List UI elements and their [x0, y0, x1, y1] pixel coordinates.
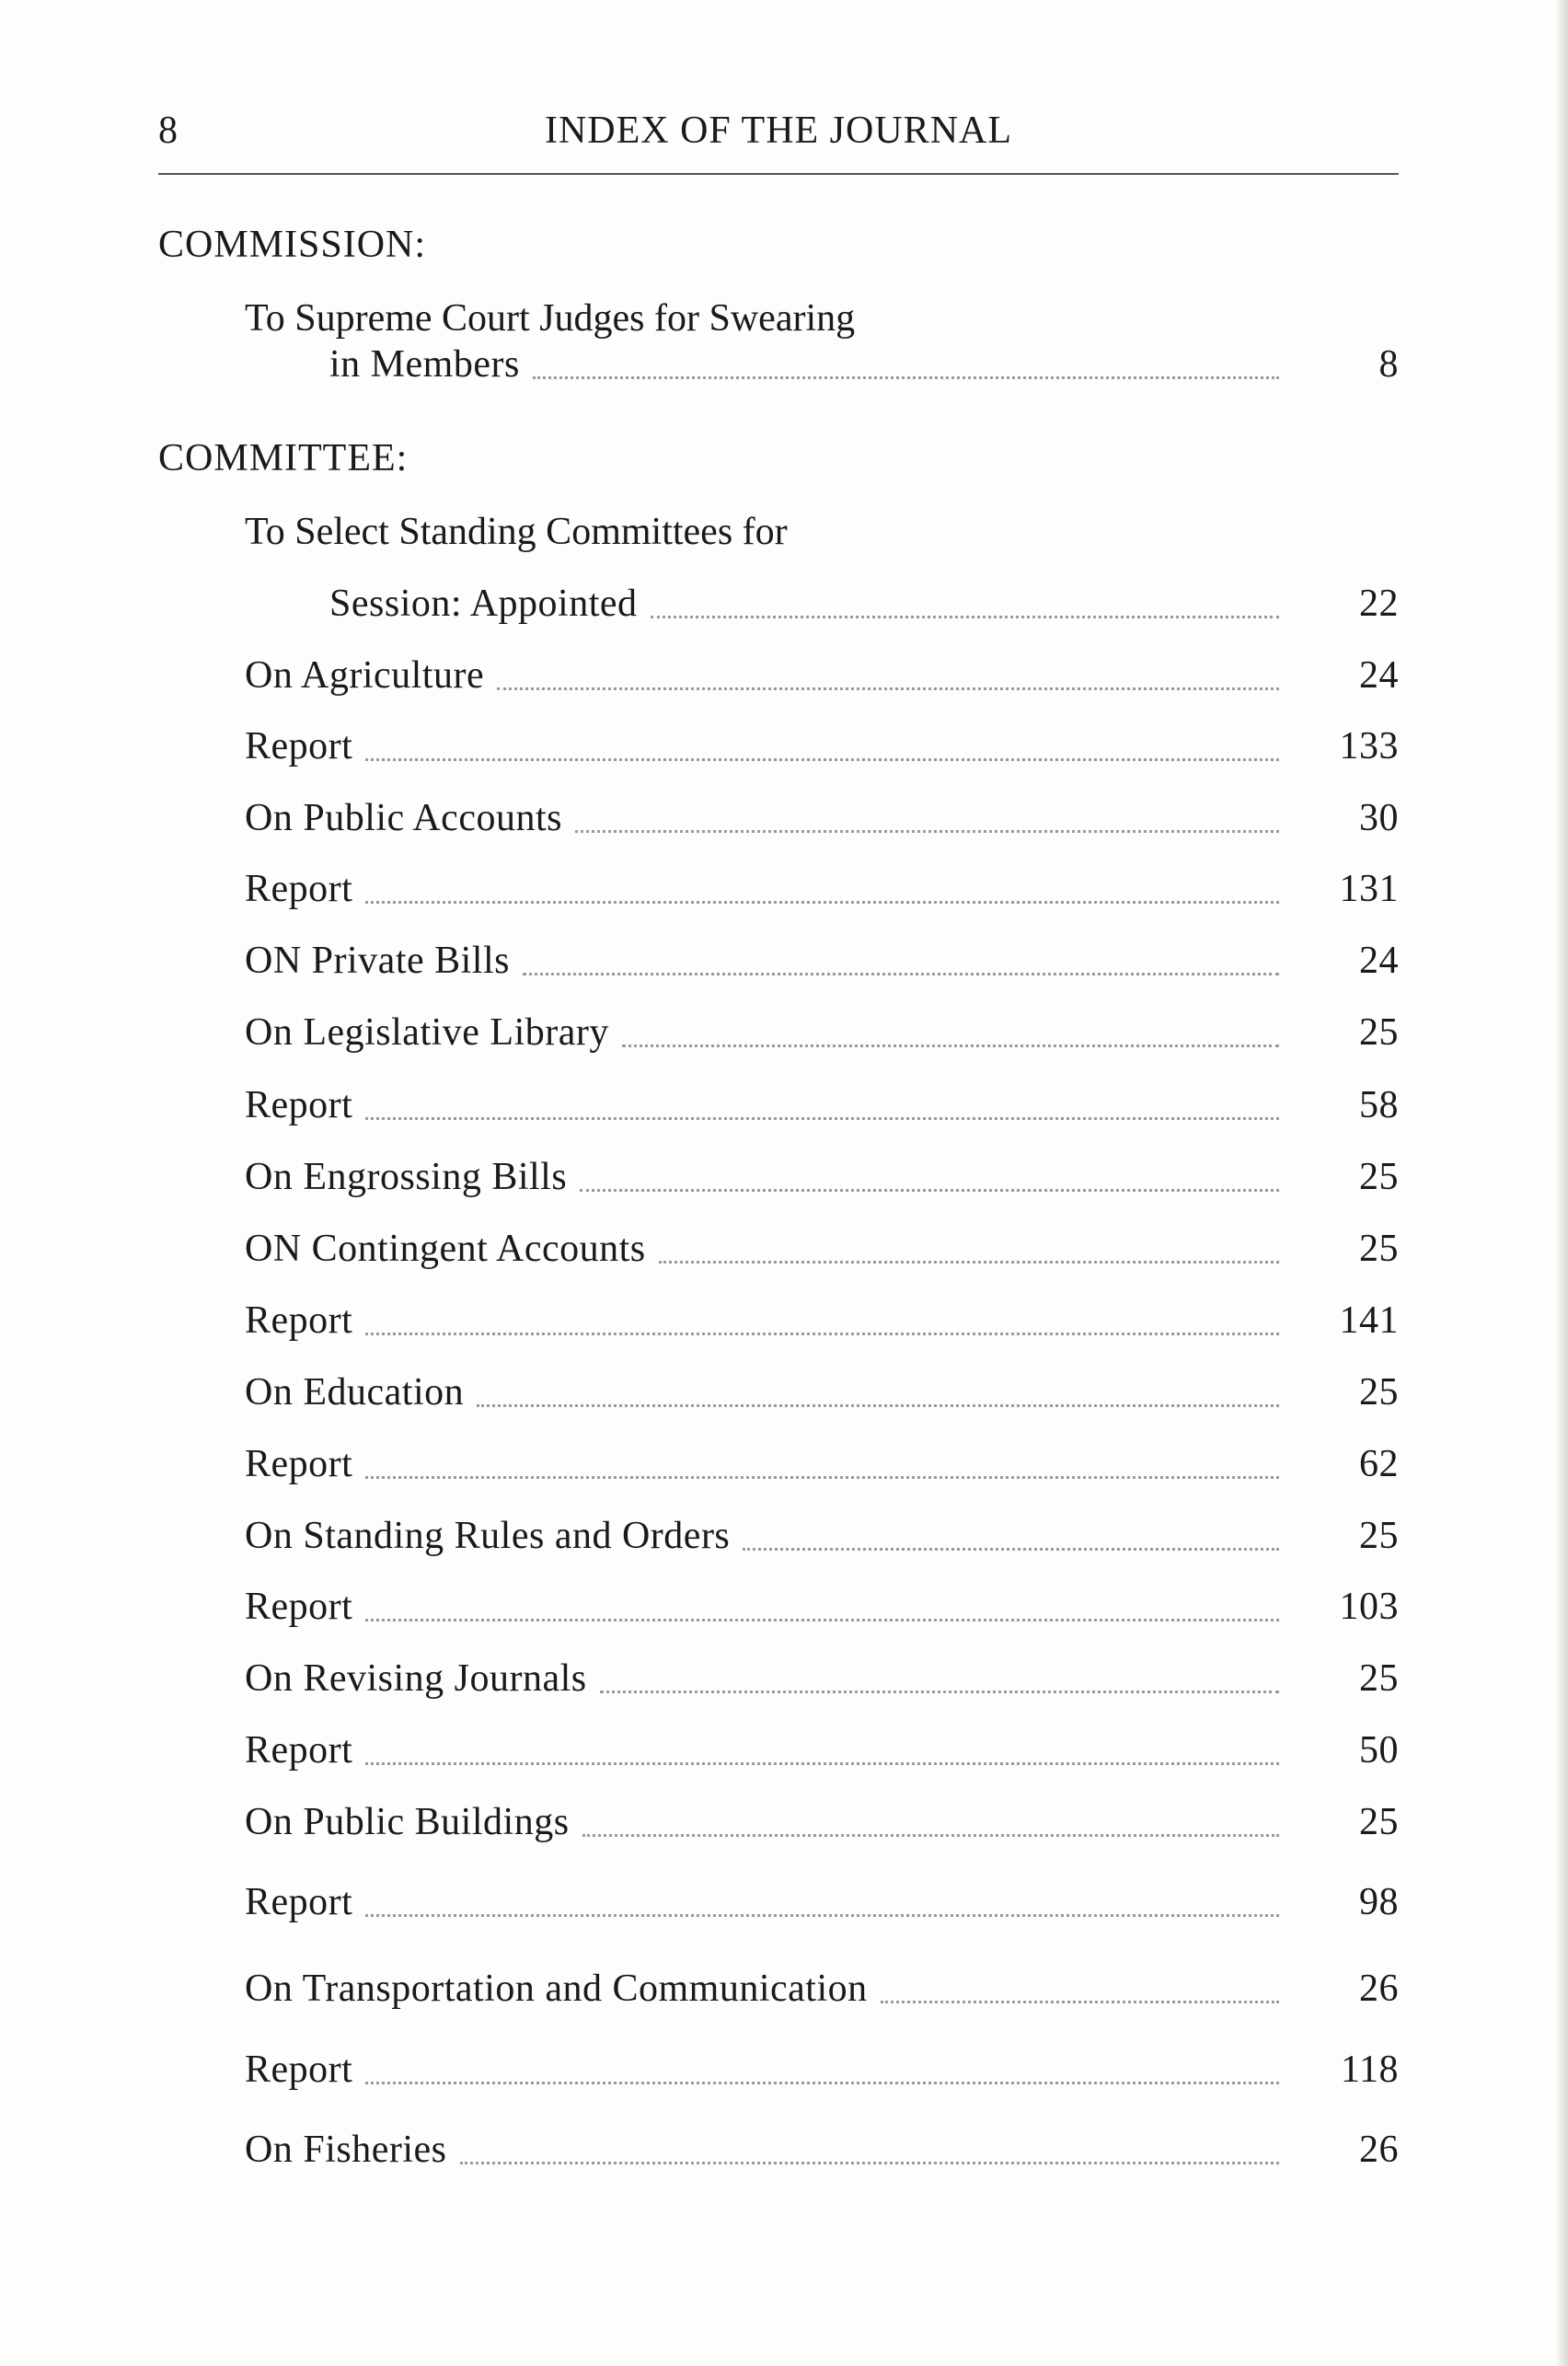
entry-label: Report — [245, 2049, 353, 2091]
entry-label: On Engrossing Bills — [245, 1156, 568, 1198]
page-edge-shadow — [1555, 0, 1568, 2366]
page-number: 8 — [158, 110, 178, 152]
entry-page: 25 — [1359, 1228, 1399, 1270]
entry-page: 103 — [1339, 1586, 1399, 1628]
dot-leader — [622, 1044, 1279, 1047]
index-entry — [245, 2128, 1399, 2176]
index-entry — [245, 2048, 1399, 2095]
entry-page: 26 — [1359, 1968, 1399, 2010]
entry-label: Report — [245, 725, 353, 768]
entry-page: 30 — [1359, 797, 1399, 839]
dot-leader — [651, 615, 1279, 618]
commission-heading: COMMISSION: — [158, 224, 427, 266]
entry-page: 98 — [1359, 1881, 1399, 1923]
entry-label: Report — [245, 1729, 353, 1772]
index-entry — [245, 1728, 1399, 1776]
running-title: INDEX OF THE JOURNAL — [544, 110, 1013, 152]
index-entry — [245, 653, 1399, 701]
entry-page: 25 — [1359, 1801, 1399, 1843]
entry-page: 58 — [1359, 1084, 1399, 1126]
dot-leader — [533, 375, 1279, 379]
entry-page: 25 — [1359, 1156, 1399, 1198]
dot-leader — [477, 1403, 1279, 1407]
dot-leader — [365, 1116, 1279, 1120]
index-entry — [245, 1656, 1399, 1704]
dot-leader — [365, 2081, 1279, 2084]
index-entry — [245, 1083, 1399, 1131]
dot-leader — [365, 1913, 1279, 1917]
entry-label: On Standing Rules and Orders — [245, 1515, 731, 1557]
index-entry — [245, 1585, 1399, 1633]
entry-label: Report — [245, 1881, 353, 1923]
entry-label: ON Private Bills — [245, 940, 510, 982]
entry-page: 25 — [1359, 1657, 1399, 1700]
entry-label: Report — [245, 868, 353, 910]
index-entry — [245, 1227, 1399, 1275]
entry-page: 25 — [1359, 1011, 1399, 1054]
index-entry — [245, 1800, 1399, 1848]
header-rule — [158, 173, 1399, 175]
entry-page: 141 — [1339, 1299, 1399, 1342]
entry-page: 25 — [1359, 1371, 1399, 1414]
commission-entry-line1: To Supreme Court Judges for Swearing — [245, 297, 856, 340]
dot-leader — [365, 1761, 1279, 1765]
entry-label: On Legislative Library — [245, 1011, 609, 1054]
entry-label: Report — [245, 1443, 353, 1485]
index-entry — [245, 1880, 1399, 1928]
entry-label: On Public Accounts — [245, 797, 562, 839]
committee-intro-line1: To Select Standing Committees for — [245, 511, 788, 553]
index-entry — [245, 1442, 1399, 1490]
page-header — [158, 109, 1399, 164]
dot-leader — [365, 1332, 1279, 1335]
dot-leader — [659, 1260, 1279, 1264]
dot-leader — [743, 1547, 1279, 1551]
entry-page: 133 — [1339, 725, 1399, 768]
entry-page: 24 — [1359, 940, 1399, 982]
index-entry — [245, 724, 1399, 772]
entry-label: On Agriculture — [245, 654, 485, 697]
entry-label: On Revising Journals — [245, 1657, 587, 1700]
committee-heading: COMMITTEE: — [158, 437, 409, 479]
index-entry — [245, 1010, 1399, 1058]
commission-entry — [329, 342, 1399, 390]
dot-leader — [580, 1188, 1279, 1192]
entry-page: 22 — [1359, 583, 1399, 625]
entry-page: 24 — [1359, 654, 1399, 697]
entry-label: Report — [245, 1586, 353, 1628]
dot-leader — [523, 972, 1279, 975]
dot-leader — [582, 1833, 1279, 1837]
dot-leader — [365, 1618, 1279, 1622]
entry-page: 26 — [1359, 2129, 1399, 2171]
entry-label: in Members — [329, 343, 520, 386]
dot-leader — [575, 829, 1279, 833]
index-entry — [245, 1967, 1399, 2014]
entry-label: Report — [245, 1084, 353, 1126]
index-entry — [245, 1370, 1399, 1418]
entry-label: ON Contingent Accounts — [245, 1228, 646, 1270]
entry-page: 62 — [1359, 1443, 1399, 1485]
dot-leader — [460, 2161, 1280, 2164]
committee-intro-entry — [329, 582, 1399, 629]
entry-label: On Fisheries — [245, 2129, 447, 2171]
index-entry — [245, 796, 1399, 844]
entry-page: 118 — [1341, 2049, 1399, 2091]
dot-leader — [881, 2000, 1279, 2003]
index-entry — [245, 1298, 1399, 1346]
dot-leader — [497, 687, 1279, 690]
entry-page: 8 — [1378, 343, 1399, 386]
dot-leader — [365, 757, 1279, 761]
entry-label: On Transportation and Communication — [245, 1968, 868, 2010]
entry-label: Report — [245, 1299, 353, 1342]
entry-label: On Public Buildings — [245, 1801, 570, 1843]
entry-label: On Education — [245, 1371, 465, 1414]
entry-label: Session: Appointed — [329, 583, 638, 625]
index-entry — [245, 1514, 1399, 1562]
index-entry — [245, 867, 1399, 915]
entry-page: 25 — [1359, 1515, 1399, 1557]
index-entry — [245, 939, 1399, 987]
entry-page: 131 — [1339, 868, 1399, 910]
dot-leader — [365, 1475, 1279, 1479]
dot-leader — [600, 1690, 1279, 1693]
entry-page: 50 — [1359, 1729, 1399, 1772]
index-entry — [245, 1155, 1399, 1203]
dot-leader — [365, 900, 1279, 904]
